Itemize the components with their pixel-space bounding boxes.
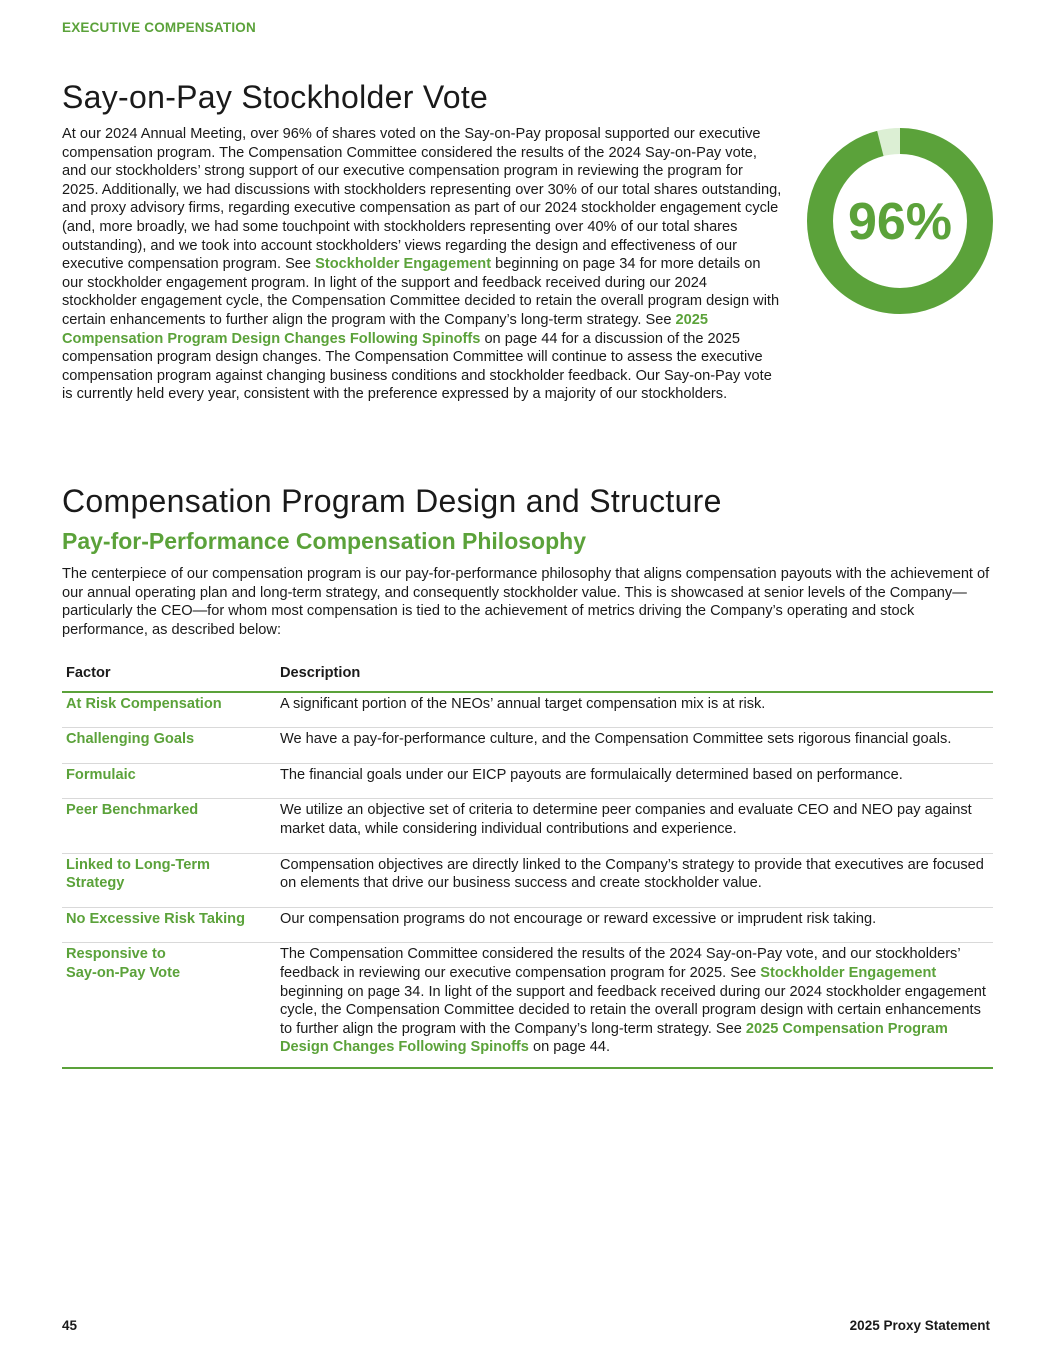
design-changes-link[interactable]: 2025 Compensation Program Design Changes Following Spinoffs [62, 311, 708, 347]
factor-cell [62, 943, 276, 1068]
description-cell: We have a pay-for-performance culture, and the Compensation Committee sets rigorous financial goals. [276, 728, 993, 764]
description-header: Description [276, 660, 993, 692]
factor-cell: At Risk Compensation [62, 692, 276, 728]
page-number: 45 [62, 1318, 78, 1333]
description-text: beginning on page 34. In light of the support and feedback received during our 2024 stockholder engagement cycle, the Compensation Committee decided to retain the overall program design with certain enhancements to further align the program with the Company’s long-term strategy. See [280, 983, 986, 1037]
say-on-pay-text-3: on page 44 for a discussion of the 2025 compensation program design changes. The Compensation Committee will continue to assess the executive compensation program against changing business conditions and stockholder feedback. Our Say-on-Pay vote is currently held every year, consistent with the preference expressed by a majority of our stockholders. [62, 330, 772, 403]
factor-cell: Challenging Goals [62, 728, 276, 764]
table-row [62, 907, 993, 943]
factor-cell: Formulaic [62, 763, 276, 799]
say-on-pay-text-1: At our 2024 Annual Meeting, over 96% of shares voted on the Say-on-Pay proposal supported our executive compensation program. The Compensation Committee considered the results of the 2024 Say-on-Pay vote, and our stockholders’ strong support of our executive compensation program in reviewing the program for 2025. Additionally, we had discussions with stockholders representing over 30% of our total shares outstanding, and proxy advisory firms, regarding executive compensation as part of our 2024 stockholder engagement cycle (and, more broadly, we had some touchpoint with stockholders representing over 40% of our total shares outstanding), and we took into account stockholders’ views regarding the design and effectiveness of our executive compensation program. See [62, 126, 782, 273]
factor-line: Responsive to [66, 946, 166, 963]
description-text: The Compensation Committee considered the results of the 2024 Say-on-Pay vote, and our stockholders’ feedback in reviewing our executive compensation program for 2025. See [280, 946, 961, 981]
design-structure-title: Compensation Program Design and Structure [62, 483, 722, 519]
description-cell: Compensation objectives are directly linked to the Company’s strategy to provide that executives are focused on elements that drive our business success and create stockholder value. [276, 853, 993, 907]
say-on-pay-donut-chart [805, 126, 995, 316]
stockholder-engagement-link[interactable]: Stockholder Engagement [315, 256, 492, 273]
table-row [62, 943, 993, 1068]
table-row [62, 763, 993, 799]
philosophy-paragraph: The centerpiece of our compensation program is our pay-for-performance philosophy that aligns compensation payouts with the achievement of our annual operating plan and long-term strategy, and consequently stockholder value. This is showcased at senior levels of the Company—particularly the CEO—for whom most compensation is tied to the achievement of metrics driving the Company’s operating and stock performance, as described below: [62, 566, 990, 638]
description-cell: We utilize an objective set of criteria to determine peer companies and evaluate CEO and NEO pay against market data, while considering individual contributions and experience. [276, 799, 993, 853]
factor-line: Strategy [66, 875, 125, 892]
table-row [62, 799, 993, 853]
table-row [62, 728, 993, 764]
stockholder-engagement-link[interactable]: Stockholder Engagement [760, 964, 937, 981]
factor-line: Say-on-Pay Vote [66, 964, 181, 981]
description-text: on page 44. [528, 1039, 611, 1056]
section-label: EXECUTIVE COMPENSATION [62, 20, 256, 35]
document-title: 2025 Proxy Statement [849, 1318, 990, 1333]
table-row [62, 692, 993, 728]
table-header-row [62, 660, 993, 692]
say-on-pay-text-2: beginning on page 34 for more details on our stockholder engagement program. In light of the support and feedback received during our 2024 stockholder engagement cycle, the Compensation Committee decided to retain the overall program design with certain enhancements to further align the program with the Company’s long-term strategy. See [62, 256, 780, 328]
design-changes-link[interactable]: 2025 Compensation Program Design Changes Following Spinoffs [280, 1020, 948, 1056]
factor-header: Factor [62, 660, 276, 692]
say-on-pay-paragraph [62, 125, 782, 404]
factor-cell: Peer Benchmarked [62, 799, 276, 853]
description-cell [276, 943, 993, 1068]
factor-cell: No Excessive Risk Taking [62, 907, 276, 943]
description-cell: A significant portion of the NEOs’ annual target compensation mix is at risk. [276, 692, 993, 728]
donut-percent-label: 96% [847, 193, 953, 251]
factor-line: Linked to Long-Term [66, 856, 211, 873]
description-cell: The financial goals under our EICP payouts are formulaically determined based on performance. [276, 763, 993, 799]
say-on-pay-title: Say-on-Pay Stockholder Vote [62, 79, 489, 115]
description-cell: Our compensation programs do not encourage or reward excessive or imprudent risk taking. [276, 907, 993, 943]
factor-cell [62, 853, 276, 907]
table-row [62, 853, 993, 907]
philosophy-subtitle: Pay-for-Performance Compensation Philosophy [62, 528, 586, 554]
factor-table [62, 660, 993, 1069]
